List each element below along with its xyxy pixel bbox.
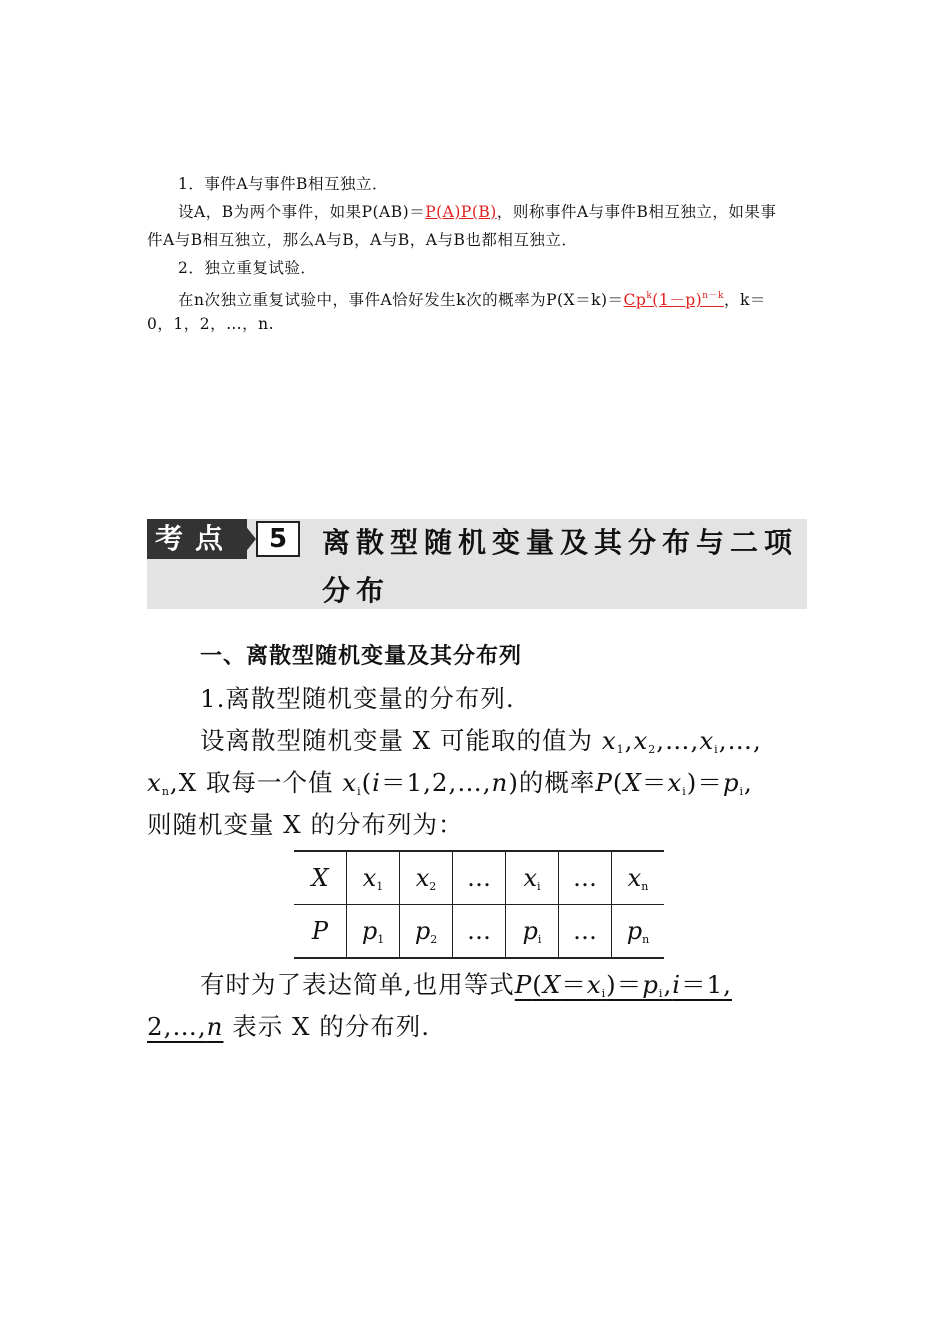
subheading-distribution: 1.离散型随机变量的分布列. [200, 684, 515, 713]
paragraph-probability: $x_n,X$ 取每一个值 $x_i(i=1,2,\dots,n)$的概率$P(X=x_i)=p_i$, [147, 768, 753, 798]
answer-blank-pa-pb: P(A)P(B) [425, 203, 497, 221]
table-row-head: X [294, 851, 347, 905]
table-cell: … [453, 851, 506, 905]
table-row [294, 851, 664, 905]
table-row [294, 905, 664, 959]
section-heading: 一、离散型随机变量及其分布列 [200, 644, 523, 669]
paragraph-bernoulli-def: 在n次独立重复试验中，事件A恰好发生k次的概率为$P(X=k)=Cp^k(1-p)^{n-k}$，k＝ [178, 291, 766, 309]
paragraph-independence-cont: 件A与B相互独立，那么A与B，A与B，A与B也都相互独立． [147, 231, 578, 249]
table-cell: $p_i$ [506, 905, 559, 959]
table-cell: … [559, 905, 612, 959]
table-cell: $x_1$ [347, 851, 400, 905]
paragraph-table-intro: 则随机变量 X 的分布列为： [147, 810, 464, 839]
table-cell: $x_2$ [400, 851, 453, 905]
paragraph-values: 设离散型随机变量 X 可能取的值为 $x_1,x_2,\dots,x_i,\dots$, [200, 726, 762, 756]
banner-arrow-icon [240, 519, 256, 559]
banner-tag: 考点 [147, 519, 247, 559]
paragraph-bernoulli-title: 2．独立重复试验． [178, 259, 317, 277]
table-cell: $p_n$ [612, 905, 665, 959]
banner-title: 离散型随机变量及其分布与二项分布 [322, 526, 799, 607]
paragraph-bernoulli-cont: 0，1，2，…，n. [147, 315, 274, 333]
banner-number: 5 [256, 521, 300, 557]
table-cell: … [453, 905, 506, 959]
table-cell: … [559, 851, 612, 905]
table-cell: $p_1$ [347, 905, 400, 959]
table-row-head: P [294, 905, 347, 959]
underlined-formula: $P(X=x_i)=p_i,i=1$, [514, 970, 732, 1000]
paragraph-shorthand: 有时为了表达简单,也用等式$P(X=x_i)=p_i,i=1$, [200, 970, 732, 1000]
paragraph-independence-def: 设A，B为两个事件，如果P(AB)＝P(A)P(B)，则称事件A与事件B相互独立，如果事 [178, 203, 777, 221]
table-cell: $x_n$ [612, 851, 665, 905]
table-cell: $p_2$ [400, 905, 453, 959]
paragraph-shorthand-cont: 2,…,n 表示 X 的分布列. [147, 1012, 431, 1041]
underlined-formula-cont: 2,…,n [147, 1012, 224, 1041]
distribution-table [294, 850, 664, 959]
answer-blank-binomial: $Cp^k(1-p)^{n-k}$ [623, 291, 724, 309]
paragraph-independence-title: 1．事件A与事件B相互独立． [178, 175, 388, 193]
table-cell: $x_i$ [506, 851, 559, 905]
